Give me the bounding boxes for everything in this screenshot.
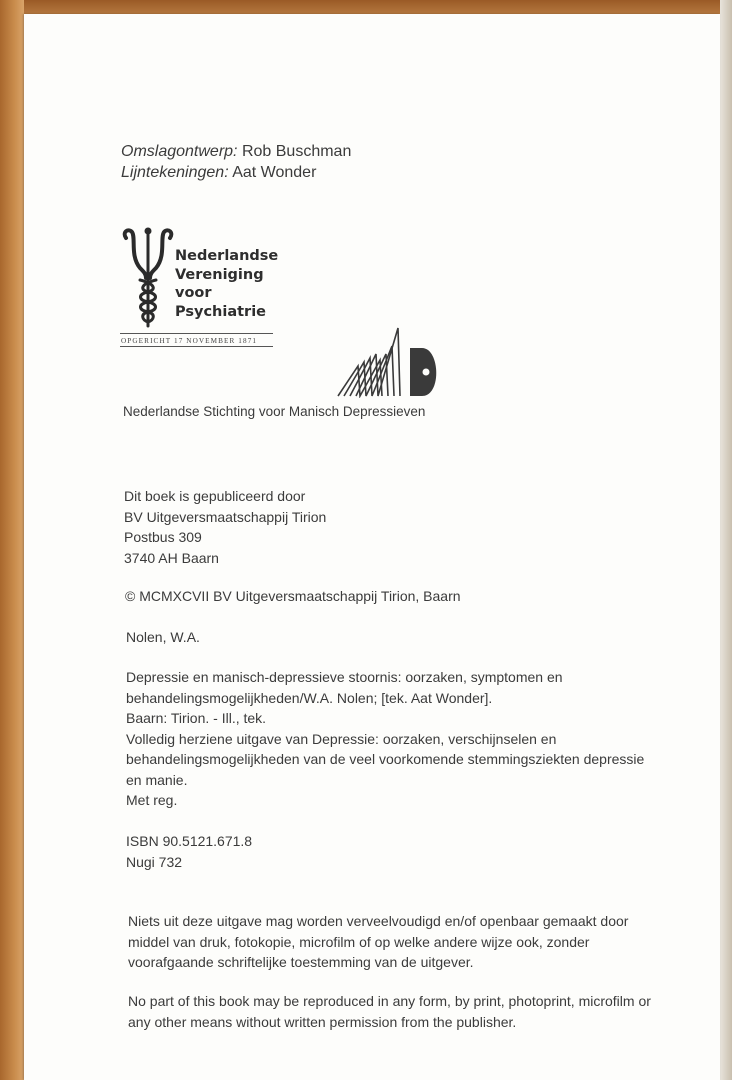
- caduceus-icon: [120, 226, 176, 330]
- copyright-notice: © MCMXCVII BV Uitgeversmaatschappij Tirion, Baarn: [125, 588, 461, 604]
- isbn-block: [126, 831, 252, 872]
- isbn-line: ISBN 90.5121.671.8: [126, 833, 253, 849]
- nvvp-rule-top: [120, 333, 273, 334]
- nugi-line: Nugi 732: [126, 853, 183, 870]
- cip-record: [126, 667, 644, 811]
- nvvp-name-line: Psychiatrie: [175, 303, 267, 320]
- cip-line: Met reg.: [126, 792, 178, 808]
- publisher-block: [124, 486, 326, 568]
- colophon-page: [24, 14, 720, 1080]
- publisher-line: Dit boek is gepubliceerd door: [124, 488, 306, 504]
- line-drawings-credit: Lijntekeningen: Aat Wonder: [121, 163, 317, 181]
- cip-line: en manie.: [126, 771, 188, 788]
- book-cover-edge: [0, 0, 24, 1080]
- nvvp-logo: [120, 226, 300, 346]
- rights-en-line: No part of this book may be reproduced in any form, by print, photoprint, microfilm or: [128, 993, 651, 1009]
- cip-line: Volledig herziene uitgave van Depressie: oorzaken, verschijnselen en: [126, 730, 557, 747]
- md-logo: [336, 326, 446, 398]
- nvvp-name-line: voor: [175, 285, 212, 301]
- cip-line: behandelingsmogelijkheden van de veel voorkomende stemmingsziekten depressie: [126, 751, 645, 767]
- nvvp-rule-bottom: [120, 346, 273, 347]
- rights-nl-line: Niets uit deze uitgave mag worden verveelvoudigd en/of openbaar gemaakt door: [128, 913, 629, 929]
- nvvp-name: [175, 247, 278, 321]
- publisher-line: Postbus 309: [124, 529, 202, 545]
- nvvp-name-line: Vereniging: [175, 266, 264, 283]
- author-entry: Nolen, W.A.: [126, 629, 200, 645]
- rights-notice-nl: [128, 911, 628, 973]
- cip-line: Baarn: Tirion. - Ill., tek.: [126, 710, 267, 726]
- rights-en-line: any other means without written permission from the publisher.: [128, 1013, 517, 1030]
- nvvp-founded: OPGERICHT 17 NOVEMBER 1871: [121, 337, 258, 345]
- credits-block: [121, 142, 351, 183]
- rights-nl-line: voorafgaande schriftelijke toestemming van de uitgever.: [128, 954, 474, 970]
- scan-right-edge: [720, 0, 732, 1080]
- publisher-line: 3740 AH Baarn: [124, 549, 219, 566]
- md-logo-caption: Nederlandse Stichting voor Manisch Depressieven: [123, 404, 426, 419]
- rights-nl-line: middel van druk, fotokopie, microfilm of op welke andere wijze ook, zonder: [128, 933, 590, 950]
- cip-line: Depressie en manisch-depressieve stoornis: oorzaken, symptomen en: [126, 669, 563, 685]
- cip-line: behandelingsmogelijkheden/W.A. Nolen; [tek. Aat Wonder].: [126, 689, 493, 706]
- md-logo-text: MD: [336, 326, 338, 327]
- nvvp-name-line: Nederlandse: [175, 248, 279, 264]
- cover-design-credit: Omslagontwerp: Rob Buschman: [121, 143, 352, 160]
- rights-notice-en: [128, 991, 651, 1032]
- publisher-line: BV Uitgeversmaatschappij Tirion: [124, 508, 327, 525]
